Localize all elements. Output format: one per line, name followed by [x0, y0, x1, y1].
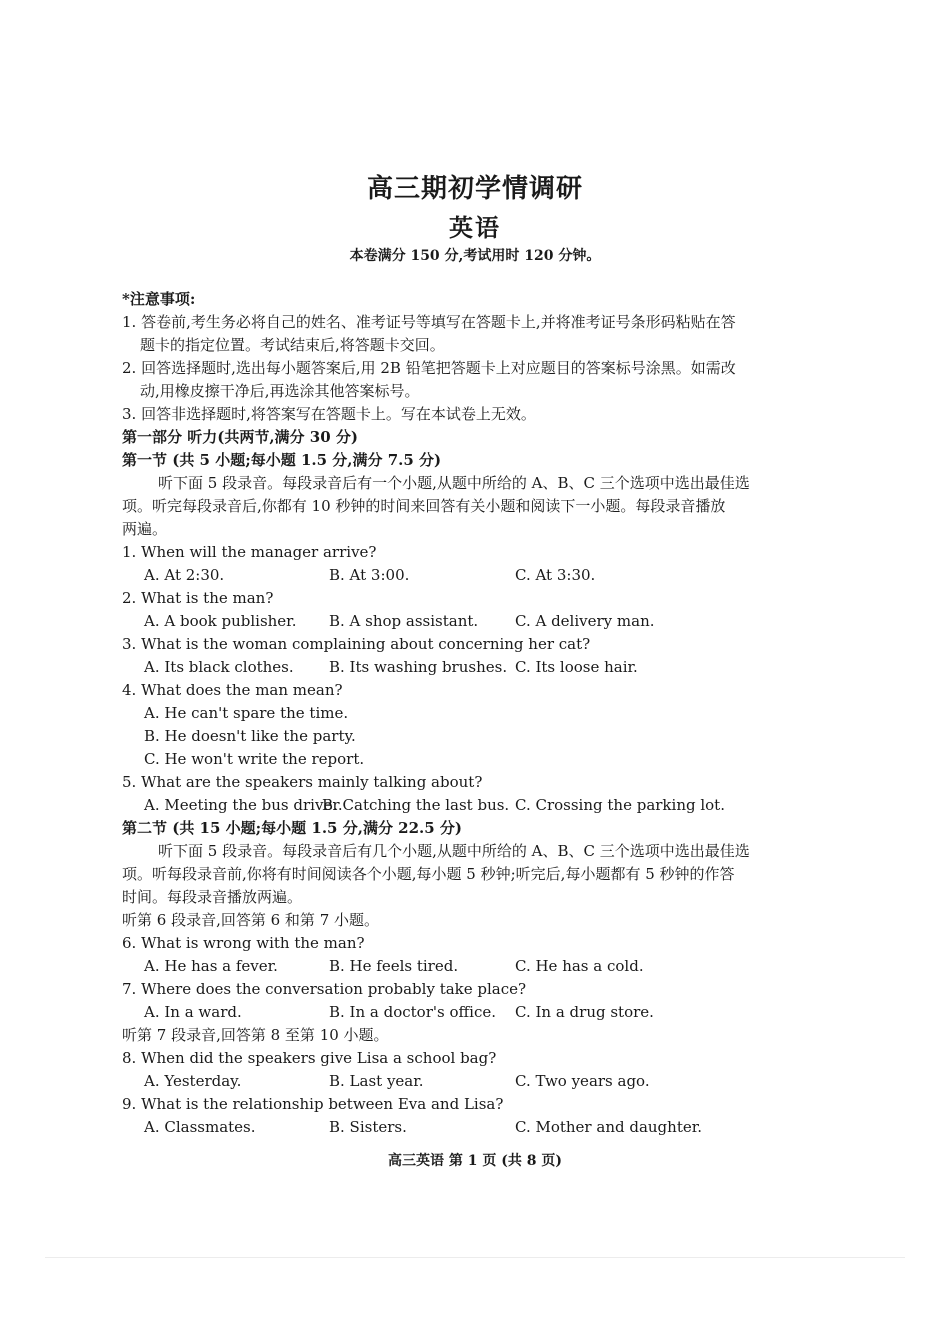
question-1-stem: 1. When will the manager arrive? — [122, 543, 377, 561]
option-b: B. Its washing brushes. — [329, 658, 508, 676]
audio-7-instruction: 听第 7 段录音,回答第 8 至第 10 小题。 — [122, 1026, 389, 1044]
option-b: B. He feels tired. — [329, 957, 459, 975]
option-a: A. In a ward. — [144, 1003, 242, 1021]
option-b: B. Catching the last bus. — [322, 796, 510, 814]
option-a: A. At 2:30. — [144, 566, 225, 584]
section1-heading: 第一节 (共 5 小题;每小题 1.5 分,满分 7.5 分) — [122, 451, 442, 469]
exam-title: 高三期初学情调研 — [366, 174, 583, 204]
question-5-options — [122, 794, 834, 817]
question-6-stem: 6. What is wrong with the man? — [122, 934, 365, 952]
question-8-options — [122, 1070, 834, 1093]
section1-intro-line: 项。听完每段录音后,你都有 10 秒钟的时间来回答有关小题和阅读下一小题。每段录音播放 — [122, 497, 726, 515]
option-c: C. In a drug store. — [515, 1003, 654, 1021]
question-6-options — [122, 955, 834, 978]
notice-line: 动,用橡皮擦干净后,再选涂其他答案标号。 — [140, 382, 420, 400]
option-a: A. Its black clothes. — [144, 658, 294, 676]
option-c: C. Two years ago. — [515, 1072, 650, 1090]
question-1-options — [122, 564, 834, 587]
option-b: B. He doesn't like the party. — [144, 727, 356, 745]
notice-line: 题卡的指定位置。考试结束后,将答题卡交回。 — [140, 336, 445, 354]
question-2-stem: 2. What is the man? — [122, 589, 274, 607]
option-c: C. A delivery man. — [515, 612, 655, 630]
option-c: C. He has a cold. — [515, 957, 644, 975]
option-b: B. A shop assistant. — [329, 612, 479, 630]
notice-heading: *注意事项: — [122, 290, 196, 308]
question-3-stem: 3. What is the woman complaining about concerning her cat? — [122, 635, 591, 653]
question-4-stem: 4. What does the man mean? — [122, 681, 343, 699]
option-a: A. Meeting the bus driver. — [144, 796, 343, 814]
option-a: A. He can't spare the time. — [144, 704, 349, 722]
section2-heading: 第二节 (共 15 小题;每小题 1.5 分,满分 22.5 分) — [122, 819, 463, 837]
audio-6-instruction: 听第 6 段录音,回答第 6 和第 7 小题。 — [122, 911, 380, 929]
option-c: C. Crossing the parking lot. — [515, 796, 725, 814]
part1-heading: 第一部分 听力(共两节,满分 30 分) — [122, 428, 358, 446]
option-c: C. Its loose hair. — [515, 658, 638, 676]
notice-line: 2. 回答选择题时,选出每小题答案后,用 2B 铅笔把答题卡上对应题目的答案标号涂黑。如需改 — [122, 359, 736, 377]
option-a: A. Yesterday. — [144, 1072, 242, 1090]
question-7-stem: 7. Where does the conversation probably take place? — [122, 980, 527, 998]
option-b: B. Last year. — [329, 1072, 424, 1090]
section2-intro-line: 时间。每段录音播放两遍。 — [122, 888, 303, 906]
exam-body — [122, 288, 834, 1139]
question-9-stem: 9. What is the relationship between Eva and Lisa? — [122, 1095, 504, 1113]
section2-intro-line: 项。听每段录音前,你将有时间阅读各个小题,每小题 5 秒钟;听完后,每小题都有 5 秒钟的作答 — [122, 865, 735, 883]
question-5-stem: 5. What are the speakers mainly talking about? — [122, 773, 483, 791]
option-c: C. Mother and daughter. — [515, 1118, 703, 1136]
option-b: B. At 3:00. — [329, 566, 410, 584]
page-footer: 高三英语 第 1 页 (共 8 页) — [388, 1153, 562, 1169]
option-b: B. Sisters. — [329, 1118, 407, 1136]
option-a: A. A book publisher. — [144, 612, 297, 630]
exam-subject: 英语 — [449, 213, 501, 242]
option-a: A. He has a fever. — [144, 957, 278, 975]
notice-line: 3. 回答非选择题时,将答案写在答题卡上。写在本试卷上无效。 — [122, 405, 536, 423]
option-a: A. Classmates. — [144, 1118, 256, 1136]
section1-intro-line: 听下面 5 段录音。每段录音后有一个小题,从题中所给的 A、B、C 三个选项中选出最佳选 — [158, 474, 750, 492]
notice-line: 1. 答卷前,考生务必将自己的姓名、准考证号等填写在答题卡上,并将准考证号条形码粘贴在答 — [122, 313, 736, 331]
page-divider — [45, 1257, 905, 1258]
question-2-options — [122, 610, 834, 633]
question-3-options — [122, 656, 834, 679]
exam-score-note: 本卷满分 150 分,考试用时 120 分钟。 — [349, 248, 601, 264]
question-9-options — [122, 1116, 834, 1139]
question-7-options — [122, 1001, 834, 1024]
option-c: C. He won't write the report. — [144, 750, 365, 768]
option-c: C. At 3:30. — [515, 566, 596, 584]
section2-intro-line: 听下面 5 段录音。每段录音后有几个小题,从题中所给的 A、B、C 三个选项中选出最佳选 — [158, 842, 750, 860]
question-8-stem: 8. When did the speakers give Lisa a school bag? — [122, 1049, 497, 1067]
option-b: B. In a doctor's office. — [329, 1003, 497, 1021]
section1-intro-line: 两遍。 — [122, 520, 168, 538]
